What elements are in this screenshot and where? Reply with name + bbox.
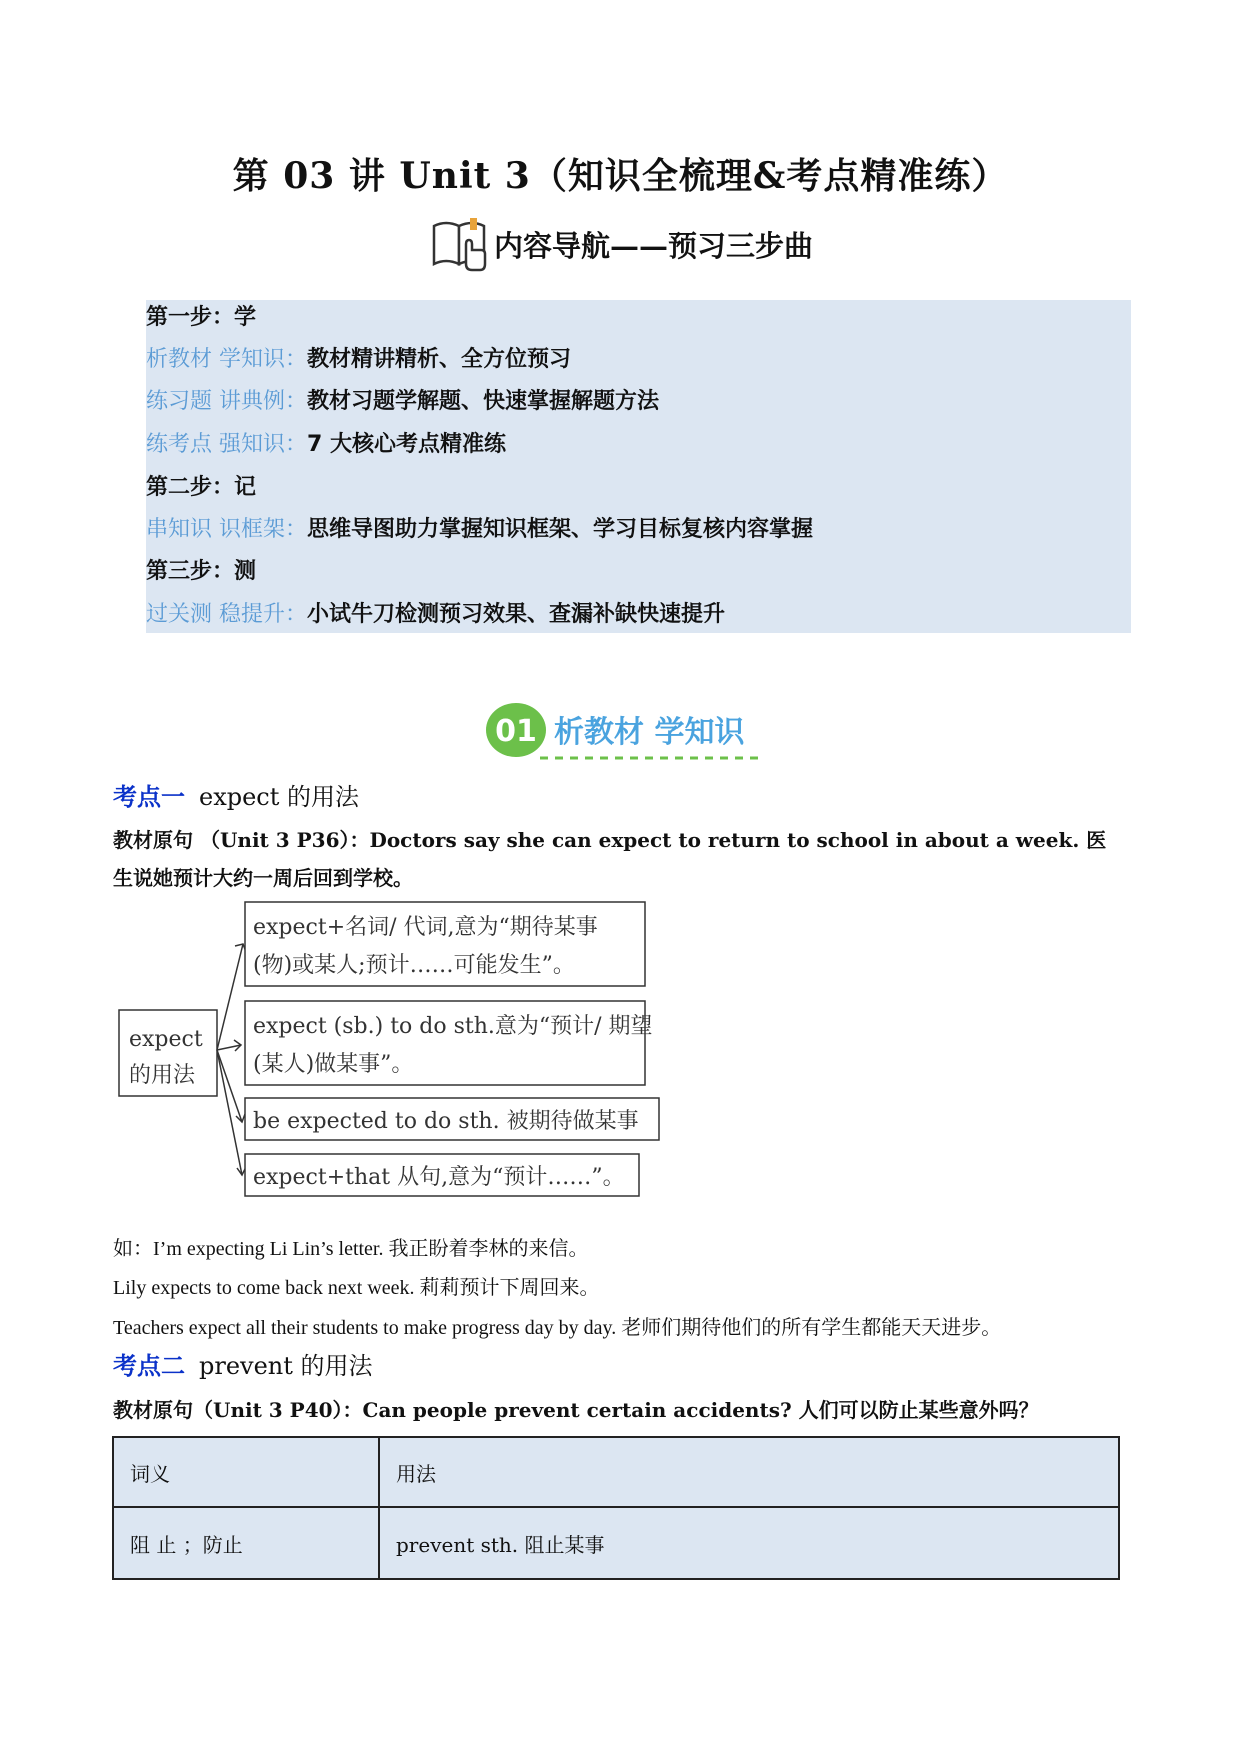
diagram-branch-1-line2: (物)或某人;预计……可能发生”。 <box>253 953 575 978</box>
nav-title-text: 内容导航——预习三步曲 <box>494 228 814 263</box>
diagram-branch-3: be expected to do sth. 被期待做某事 <box>253 1109 639 1134</box>
section-number: 01 <box>495 714 537 749</box>
table-header-cell: 用法 <box>379 1437 1119 1507</box>
table-header-cell: 词义 <box>113 1437 379 1507</box>
step-item: 练考点 强知识：7 大核心考点精准练 <box>146 432 506 457</box>
table-header-row <box>113 1437 1119 1507</box>
section-badge <box>484 700 764 764</box>
step-one-heading: 第一步：学 <box>146 305 257 330</box>
step-three-heading: 第三步：测 <box>146 559 257 584</box>
prevent-usage-table <box>112 1436 1120 1580</box>
diagram-branch-4: expect+that 从句,意为“预计……”。 <box>253 1165 625 1190</box>
table-cell: 阻 止 ；防止 <box>113 1507 379 1579</box>
original-sentence: 教材原句（Unit 3 P40）：Can people prevent certain accidents? 人们可以防止某些意外吗？ <box>113 1398 1039 1422</box>
key-point-label: 考点二 <box>113 1352 185 1380</box>
step-item: 析教材 学知识：教材精讲精析、全方位预习 <box>146 347 572 372</box>
key-point-two <box>113 1346 373 1381</box>
page-title: 第 03 讲 Unit 3（知识全梳理&考点精准练） <box>232 155 1009 197</box>
example-sentence: 如：I’m expecting Li Lin’s letter. 我正盼着李林的来信。 <box>113 1238 589 1260</box>
key-point-one <box>113 777 359 812</box>
diagram-branch-1-line1: expect+名词/ 代词,意为“期待某事 <box>253 915 598 940</box>
key-point-topic: prevent 的用法 <box>199 1352 373 1380</box>
book-pointer-icon <box>430 214 492 274</box>
section-title: 析教材 学知识 <box>554 715 745 750</box>
step-item: 串知识 识框架：思维导图助力掌握知识框架、学习目标复核内容掌握 <box>146 517 814 542</box>
step-item: 过关测 稳提升：小试牛刀检测预习效果、查漏补缺快速提升 <box>146 602 726 627</box>
diagram-root-line1: expect <box>129 1027 203 1052</box>
steps-panel <box>146 300 1131 633</box>
key-point-topic: expect 的用法 <box>199 783 360 811</box>
step-two-heading: 第二步：记 <box>146 475 257 500</box>
table-cell: prevent sth. 阻止某事 <box>379 1507 1119 1579</box>
example-sentence: Teachers expect all their students to make progress day by day. 老师们期待他们的所有学生都能天天进步。 <box>113 1317 1002 1339</box>
key-point-label: 考点一 <box>113 783 185 811</box>
diagram-branch-2-line2: (某人)做某事”。 <box>253 1052 414 1077</box>
nav-title <box>430 216 813 272</box>
example-sentence: Lily expects to come back next week. 莉莉预计下周回来。 <box>113 1277 600 1299</box>
diagram-branch-2-line1: expect (sb.) to do sth.意为“预计/ 期望 <box>253 1014 653 1039</box>
diagram-root-line2: 的用法 <box>129 1063 196 1088</box>
step-item: 练习题 讲典例：教材习题学解题、快速掌握解题方法 <box>146 389 660 414</box>
expect-usage-diagram <box>115 900 675 1210</box>
original-sentence: 教材原句 （Unit 3 P36）：Doctors say she can expect to return to school in about a week. 医生说她预计大约一周后回到学校。 <box>113 828 1107 890</box>
table-row <box>113 1507 1119 1579</box>
